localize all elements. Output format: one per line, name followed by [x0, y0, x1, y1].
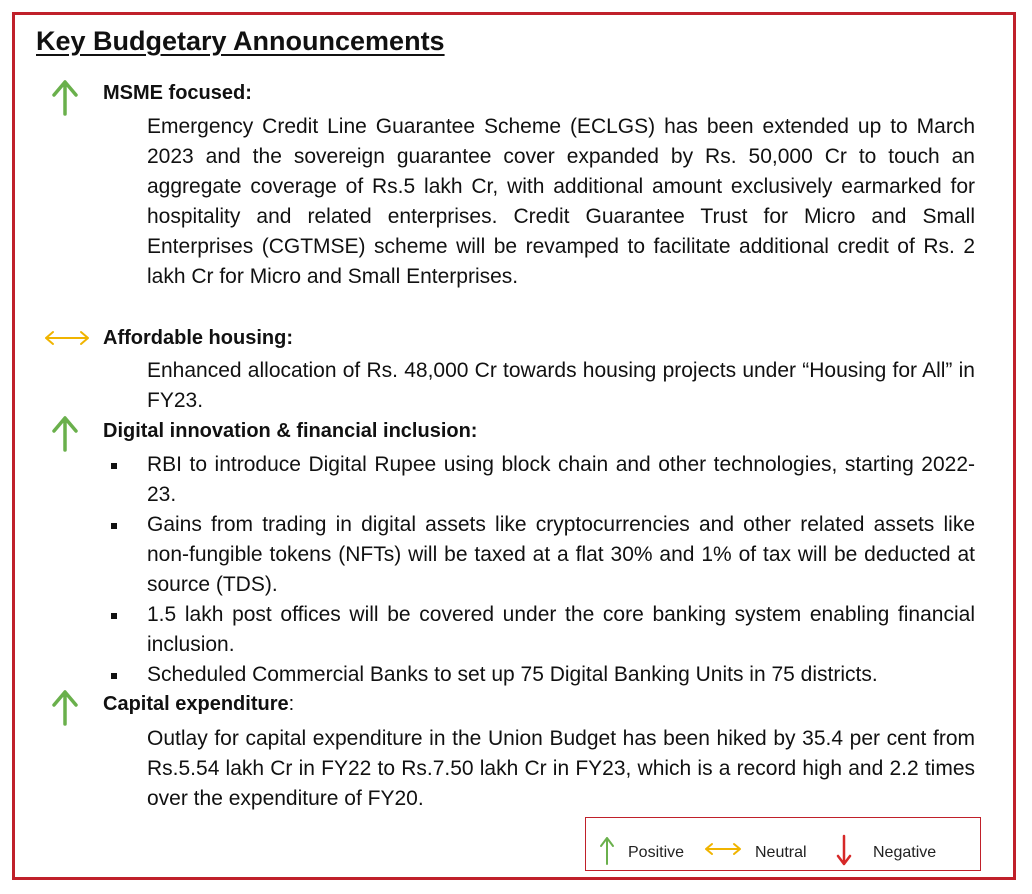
- list-item: Gains from trading in digital assets like cryptocurrencies and other related assets like non-fungible tokens (NFTs) will be taxed at a flat 30% and 1% of tax will be deducted at source (TDS).: [108, 510, 975, 600]
- page-title: Key Budgetary Announcements: [36, 26, 445, 56]
- section-heading-housing: [103, 327, 293, 350]
- up-arrow-icon: [52, 80, 78, 116]
- legend-label-negative: Negative: [873, 844, 937, 861]
- list-item: RBI to introduce Digital Rupee using block chain and other technologies, starting 2022-23.: [108, 450, 975, 510]
- legend-label-neutral: Neutral: [755, 844, 807, 861]
- section-heading-text: MSME focused:: [103, 82, 252, 104]
- section-heading-text: Capital expenditure: [103, 693, 289, 715]
- section-heading-msme: [103, 82, 252, 105]
- section-body-msme: Emergency Credit Line Guarantee Scheme (ECLGS) has been extended up to March 2023 and the sovereign guarantee cover expanded by Rs. 50,000 Cr to touch an aggregate coverage of Rs.5 lakh Cr, with additional amount exclusively earmarked for hospitality and related enterprises. Credit Guarantee Trust for Micro and Small Enterprises (CGTMSE) scheme will be revamped to facilitate additional credit of Rs. 2 lakh Cr for Micro and Small Enterprises.: [147, 115, 975, 288]
- section-heading-text: Digital innovation & financial inclusion:: [103, 420, 478, 442]
- digital-bullet-list: [108, 450, 975, 690]
- section-body-capex: Outlay for capital expenditure in the Union Budget has been hiked by 35.4 per cent from Rs.5.54 lakh Cr in FY22 to Rs.7.50 lakh Cr in FY23, which is a record high and 2.2 times over the expenditure of FY20.: [147, 727, 975, 810]
- legend-label-positive: Positive: [628, 844, 685, 861]
- up-arrow-icon: [52, 416, 78, 452]
- down-arrow-icon: [836, 834, 852, 866]
- up-arrow-icon: [52, 690, 78, 726]
- left-right-arrow-icon: [704, 842, 742, 856]
- list-item: Scheduled Commercial Banks to set up 75 Digital Banking Units in 75 districts.: [108, 660, 975, 690]
- section-heading-capex: [103, 693, 294, 716]
- legend: [585, 817, 981, 871]
- section-body-housing: Enhanced allocation of Rs. 48,000 Cr towards housing projects under “Housing for All” in FY23.: [147, 359, 975, 412]
- section-heading-digital: [103, 420, 477, 443]
- left-right-arrow-icon: [44, 330, 90, 346]
- up-arrow-icon: [599, 836, 615, 866]
- section-heading-punctuation: :: [288, 693, 295, 715]
- section-heading-text: Affordable housing:: [103, 327, 293, 349]
- list-item: 1.5 lakh post offices will be covered under the core banking system enabling financial inclusion.: [108, 600, 975, 660]
